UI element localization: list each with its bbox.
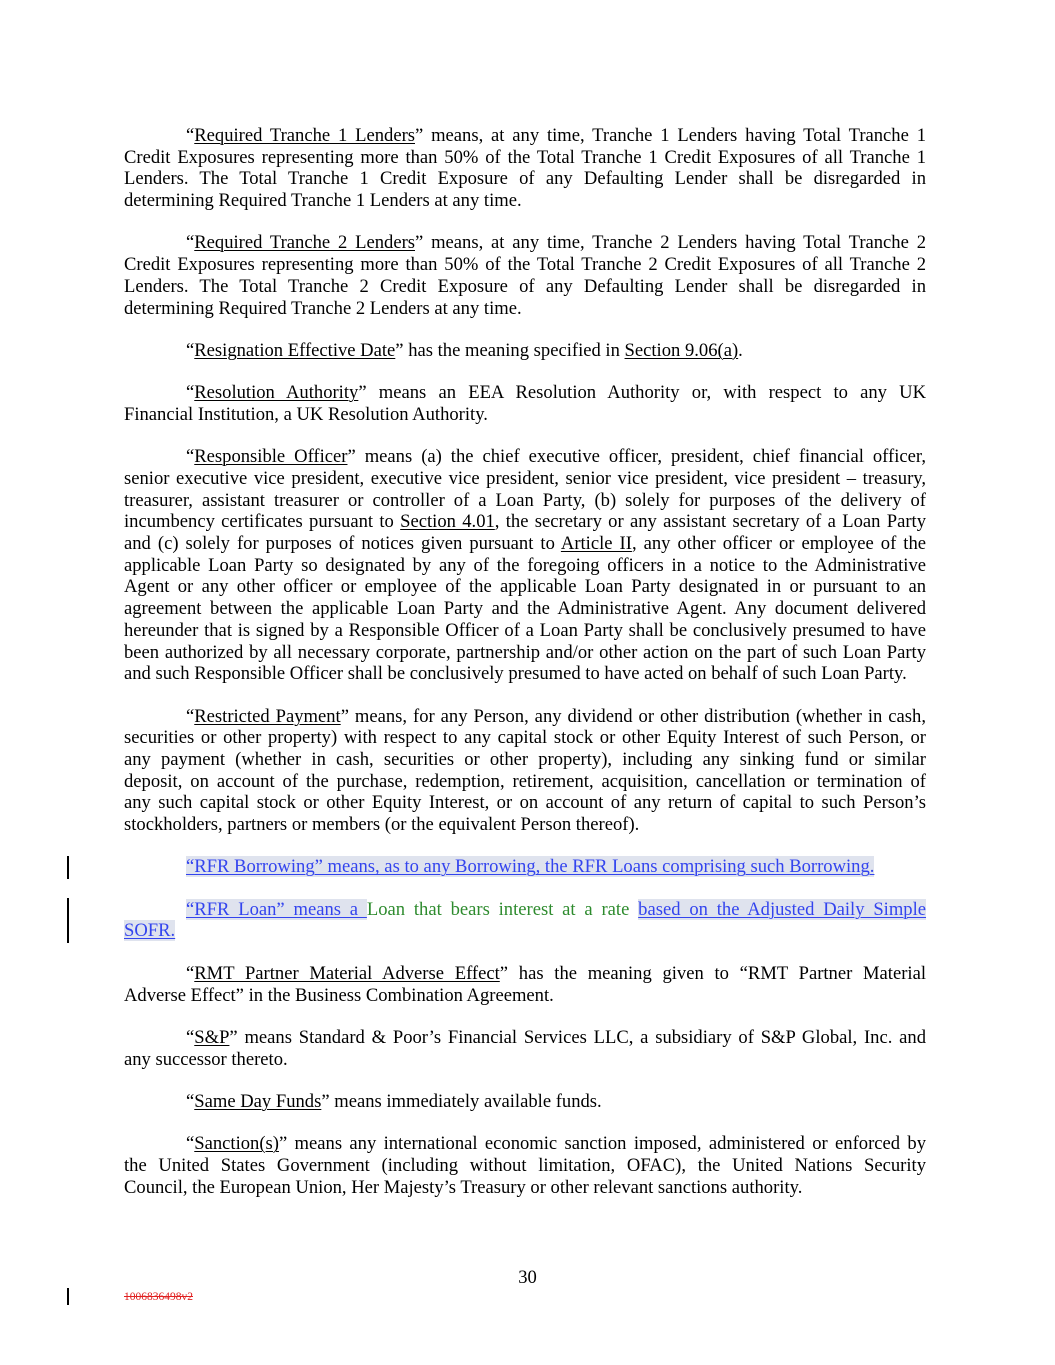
text-run: agreement between the applicable Loan Party and the Administrative Agent. Any document delivered bbox=[124, 598, 926, 620]
text-run: ” means immediately available funds. bbox=[321, 1090, 602, 1112]
text-run: determining Required Tranche 1 Lenders at any time. bbox=[124, 190, 522, 212]
underlined-term: Article II bbox=[560, 533, 632, 555]
inserted-text: “RFR Borrowing” means, as to any Borrowing, the RFR Loans comprising such Borrowing. bbox=[186, 856, 875, 878]
text-run: “ bbox=[186, 1090, 195, 1112]
text-run: ” means any international economic sanction imposed, administered or enforced by bbox=[278, 1133, 926, 1155]
document-body bbox=[124, 125, 926, 1219]
text-line bbox=[124, 468, 926, 490]
text-run: deposit, on account of the purchase, redemption, retirement, acquisition, cancellation or termination of bbox=[124, 770, 926, 792]
text-run: the United States Government (including without limitation, OFAC), the United Nations Security bbox=[124, 1155, 926, 1176]
underlined-term: Required Tranche 2 Lenders bbox=[194, 232, 415, 254]
text-line bbox=[124, 706, 926, 728]
text-run: Lenders. The Total Tranche 2 Credit Exposure of any Defaulting Lender shall be disregarded in bbox=[124, 275, 926, 297]
text-run: Credit Exposures representing more than 50% of the Total Tranche 1 Credit Exposures of all Tranche 1 bbox=[124, 146, 926, 168]
text-run: “ bbox=[186, 1026, 195, 1048]
text-run: securities or other property) with respect to any capital stock or other Equity Interest of such Person, or bbox=[124, 727, 926, 749]
inserted-text: SOFR. bbox=[124, 920, 176, 942]
text-run: ” means (a) the chief executive officer, president, chief financial officer, bbox=[347, 446, 926, 468]
text-run: ” means an EEA Resolution Authority or, with respect to any UK bbox=[358, 382, 927, 404]
text-line bbox=[124, 511, 926, 533]
change-bar bbox=[67, 856, 69, 879]
text-run: ” means, at any time, Tranche 1 Lenders having Total Tranche 1 bbox=[415, 125, 926, 146]
text-line bbox=[124, 620, 926, 642]
text-run: ” has the meaning given to “RMT Partner Material bbox=[499, 962, 927, 984]
text-line bbox=[124, 254, 926, 276]
text-run: and (c) solely for purposes of notices given pursuant to bbox=[124, 533, 561, 555]
text-line bbox=[124, 490, 926, 512]
text-line bbox=[124, 663, 926, 685]
text-run: any such capital stock or other Equity Interest, or on account of any return of capital to such Person’s bbox=[124, 792, 926, 814]
text-run: Council, the European Union, Her Majesty’s Treasury or other relevant sanctions authority. bbox=[124, 1176, 803, 1198]
text-line bbox=[124, 899, 926, 921]
inserted-text: “RFR Loan” means a bbox=[186, 898, 367, 920]
change-bar bbox=[67, 898, 69, 943]
text-run: and such Responsible Officer shall be conclusively presumed to have acted on behalf of such Loan Party. bbox=[124, 663, 907, 685]
text-run: ” means Standard & Poor’s Financial Services LLC, a subsidiary of S&P Global, Inc. and bbox=[229, 1026, 926, 1048]
text-line bbox=[124, 1091, 926, 1113]
paragraph bbox=[124, 446, 926, 685]
text-run: any successor thereto. bbox=[124, 1048, 288, 1070]
text-line bbox=[124, 856, 926, 878]
text-run: “ bbox=[186, 382, 195, 404]
text-run: “ bbox=[186, 339, 195, 361]
text-line bbox=[124, 814, 926, 836]
text-run: “ bbox=[186, 1133, 195, 1155]
text-run: been authorized by all necessary corporate, partnership and/or other action on the part of such Loan Party bbox=[124, 641, 926, 663]
text-line bbox=[124, 147, 926, 169]
text-line bbox=[124, 749, 926, 771]
text-run: determining Required Tranche 2 Lenders at any time. bbox=[124, 297, 522, 319]
text-line bbox=[124, 404, 926, 426]
text-line bbox=[124, 1177, 926, 1199]
text-run: hereunder that is signed by a Responsible Officer of a Loan Party shall be conclusively presumed to have bbox=[124, 619, 926, 641]
text-run: ” means, at any time, Tranche 2 Lenders having Total Tranche 2 bbox=[415, 232, 926, 254]
text-line bbox=[124, 298, 926, 320]
inserted-text: based on the Adjusted Daily Simple bbox=[638, 898, 927, 920]
text-run: . bbox=[738, 339, 743, 361]
underlined-term: S&P bbox=[194, 1026, 230, 1048]
underlined-term: Required Tranche 1 Lenders bbox=[194, 125, 415, 146]
paragraph bbox=[124, 1091, 926, 1113]
text-run: any payment (whether in cash, securities or other property), including any sinking fund or similar bbox=[124, 748, 926, 770]
text-line bbox=[124, 727, 926, 749]
paragraph bbox=[124, 1027, 926, 1070]
underlined-term: Responsible Officer bbox=[194, 446, 348, 468]
underlined-term: Resolution Authority bbox=[194, 382, 359, 404]
text-run: ” means, for any Person, any dividend or other distribution (whether in cash, bbox=[340, 705, 926, 727]
text-run: stockholders, partners or members (or the equivalent Person thereof). bbox=[124, 814, 640, 835]
text-run: “ bbox=[186, 705, 195, 727]
text-run: “ bbox=[186, 232, 195, 254]
paragraph bbox=[124, 963, 926, 1006]
paragraph bbox=[124, 1133, 926, 1198]
text-line bbox=[124, 920, 926, 942]
paragraph bbox=[124, 706, 926, 836]
paragraph bbox=[124, 856, 926, 878]
text-run: , the secretary or any assistant secretary of a Loan Party bbox=[494, 511, 926, 533]
underlined-term: Same Day Funds bbox=[194, 1090, 322, 1112]
text-run: “ bbox=[186, 962, 195, 984]
text-run: “ bbox=[186, 125, 195, 146]
text-line bbox=[124, 985, 926, 1007]
text-line bbox=[124, 1049, 926, 1071]
paragraph bbox=[124, 232, 926, 319]
text-run: ” has the meaning specified in bbox=[395, 339, 625, 361]
text-line bbox=[124, 1027, 926, 1049]
paragraph bbox=[124, 125, 926, 212]
text-run: Agent or any other officer or employee of the applicable Loan Party designated in or pursuant to an bbox=[124, 576, 926, 598]
underlined-term: RMT Partner Material Adverse Effect bbox=[194, 962, 500, 984]
change-bar bbox=[67, 1288, 69, 1305]
text-line bbox=[124, 771, 926, 793]
text-line bbox=[124, 168, 926, 190]
text-run: Credit Exposures representing more than 50% of the Total Tranche 2 Credit Exposures of all Tranche 2 bbox=[124, 254, 926, 276]
text-line bbox=[124, 1155, 926, 1177]
text-line bbox=[124, 276, 926, 298]
text-line bbox=[124, 382, 926, 404]
text-line bbox=[124, 963, 926, 985]
text-run: treasurer, assistant treasurer or controller of a Loan Party, (b) solely for purposes of the delivery of bbox=[124, 489, 926, 511]
text-line bbox=[124, 446, 926, 468]
underlined-term: Section 9.06(a) bbox=[624, 339, 739, 361]
text-run: Lenders. The Total Tranche 1 Credit Exposure of any Defaulting Lender shall be disregarded in bbox=[124, 168, 926, 190]
underlined-term: Sanction(s) bbox=[194, 1133, 279, 1155]
text-line bbox=[124, 792, 926, 814]
paragraph bbox=[124, 340, 926, 362]
text-run: senior executive vice president, executive vice president, senior vice president, vice president – treasury, bbox=[124, 468, 926, 489]
underlined-term: Section 4.01 bbox=[400, 511, 495, 533]
text-line bbox=[124, 576, 926, 598]
underlined-term: Resignation Effective Date bbox=[194, 339, 396, 361]
text-line bbox=[124, 642, 926, 664]
text-line bbox=[124, 1133, 926, 1155]
text-run: Financial Institution, a UK Resolution Authority. bbox=[124, 403, 488, 425]
text-line bbox=[124, 190, 926, 212]
document-id: 1006836498v2 bbox=[124, 1291, 193, 1303]
text-run: “ bbox=[186, 446, 195, 468]
text-line bbox=[124, 232, 926, 254]
text-run: Adverse Effect” in the Business Combination Agreement. bbox=[124, 984, 554, 1006]
paragraph bbox=[124, 899, 926, 942]
page-number: 30 bbox=[518, 1267, 537, 1288]
text-line bbox=[124, 533, 926, 555]
text-run: applicable Loan Party so designated by any of the foregoing officers in a notice to the Administrative bbox=[124, 554, 926, 576]
text-line bbox=[124, 555, 926, 577]
text-line bbox=[124, 598, 926, 620]
paragraph bbox=[124, 382, 926, 425]
underlined-term: Restricted Payment bbox=[194, 705, 341, 727]
text-line bbox=[124, 125, 926, 147]
text-line bbox=[124, 340, 926, 362]
text-run: incumbency certificates pursuant to bbox=[124, 511, 401, 533]
moved-text: Loan that bears interest at a rate bbox=[366, 898, 639, 920]
text-run: , any other officer or employee of the bbox=[631, 533, 927, 555]
